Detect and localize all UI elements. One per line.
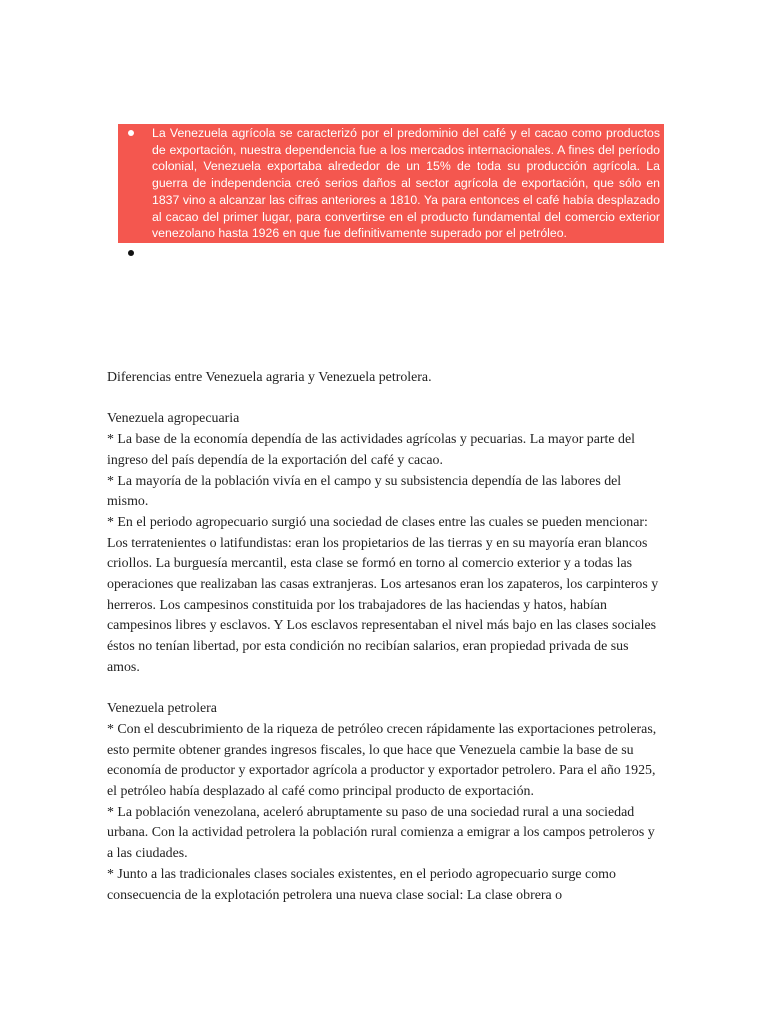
empty-bullet-item xyxy=(118,243,664,261)
bullet-list xyxy=(118,124,664,261)
document-body xyxy=(107,368,662,906)
bullet-dot-icon xyxy=(128,130,134,136)
highlight-text: La Venezuela agrícola se caracterizó por el predominio del café y el cacao como productos de exportación, nuestra dependencia fue a los mercados internacionales. A fines del período colonial, Venezuela exportaba alrededor de un 15% de toda su producción agrícola. La guerra de independencia creó serios daños al sector agrícola de exportación, que sólo en 1837 vino a alcanzar las cifras anteriores a 1810. Ya para entonces el café había desplazado al cacao del primer lugar, para convertirse en el producto fundamental del comercio exterior venezolano hasta 1926 en que fue definitivamente superado por el petróleo. xyxy=(152,126,660,241)
paragraph-spacer xyxy=(107,679,662,700)
paragraph-spacer xyxy=(107,389,662,410)
petro-point-urbanization: * La población venezolana, aceleró abruptamente su paso de una sociedad rural a una sociedad urbana. Con la actividad petrolera la población rural comienza a emigrar a los campos petroleros y a las ciudades. xyxy=(107,804,655,862)
petro-point-new-class: * Junto a las tradicionales clases sociales existentes, en el periodo agropecuario surge como consecuencia de la explotación petrolera una nueva clase social: La clase obrera o xyxy=(107,866,616,903)
agro-point-social-classes: * En el periodo agropecuario surgió una sociedad de clases entre las cuales se pueden mencionar: Los terratenientes o latifundistas: eran los propietarios de las tierras y en su mayoría eran blancos criollos. La burguesía mercantil, esta clase se formó en torno al comercio exterior y a todas las operaciones que realizaban las casas extranjeras. Los artesanos eran los zapateros, los carpinteros y herreros. Los campesinos constituida por los trabajadores de las haciendas y hatos, habían campesinos libres y esclavos. Y Los esclavos representaban el nivel más bajo en las clases sociales éstos no tenían libertad, por esta condición no recibían salarios, eran propiedad privada de sus amos. xyxy=(107,514,659,675)
petro-point-oil-exports: * Con el descubrimiento de la riqueza de petróleo crecen rápidamente las exportaciones petroleras, esto permite obtener grandes ingresos fiscales, lo que hace que Venezuela cambie la base de su economía de productor y exportador agrícola a productor y exportador petrolero. Para el año 1925, el petróleo había desplazado al café como principal producto de exportación. xyxy=(107,721,657,800)
document-title: Diferencias entre Venezuela agraria y Venezuela petrolera. xyxy=(107,370,432,385)
highlight-box xyxy=(118,124,664,243)
section-heading-petrolera: Venezuela petrolera xyxy=(107,701,217,717)
section-heading-agropecuaria: Venezuela agropecuaria xyxy=(107,411,240,427)
agro-point-economy: * La base de la economía dependía de las actividades agrícolas y pecuarias. La mayor parte del ingreso del país dependía de la exportación del café y cacao. xyxy=(107,432,635,468)
agro-point-population: * La mayoría de la población vivía en el campo y su subsistencia dependía de las labores del mismo. xyxy=(107,473,622,510)
highlighted-bullet-item xyxy=(118,124,664,243)
bullet-dot-icon xyxy=(128,250,134,256)
